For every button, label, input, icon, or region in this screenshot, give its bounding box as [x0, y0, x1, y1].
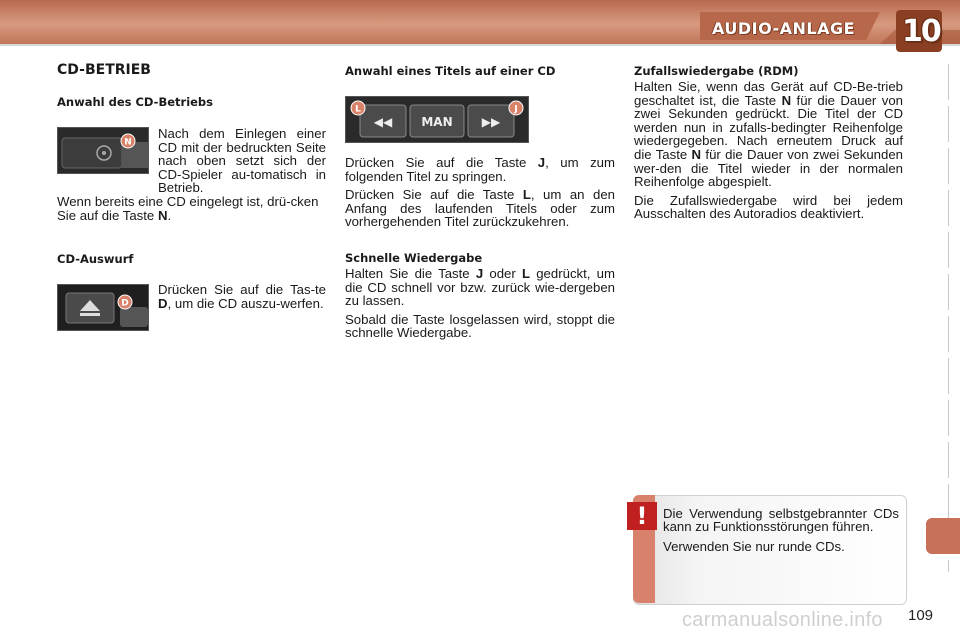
warning-text	[663, 507, 899, 553]
subheading-track-select: Anwahl eines Titels auf einer CD	[345, 64, 556, 78]
key-l: L	[522, 187, 531, 203]
subheading-fast-play: Schnelle Wiedergabe	[345, 251, 483, 265]
cd-mode-button-icon	[58, 128, 148, 173]
side-tab-active[interactable]	[926, 518, 960, 554]
side-tab[interactable]	[928, 190, 949, 226]
subheading-random-play: Zufallswiedergabe (RDM)	[634, 64, 799, 78]
text-run: Halten Sie, wenn das Gerät auf CD-Be-trieb geschaltet ist, die Taste	[634, 79, 903, 108]
text-cd-already-inserted	[57, 195, 327, 222]
watermark: carmanualsonline.info	[682, 609, 883, 631]
paragraph: Nach dem Einlegen einer CD mit der bedruckten Seite nach oben setzt sich der CD-Spieler au-tomatisch in Betrieb.	[158, 126, 326, 196]
track-control-panel	[346, 97, 528, 142]
page-number: 109	[908, 607, 934, 624]
paragraph	[345, 156, 615, 183]
paragraph: Verwenden Sie nur runde CDs.	[663, 538, 845, 554]
man-button-label: MAN	[421, 115, 453, 129]
button-j-label: J	[514, 104, 518, 115]
text-run: gedrückt, um die CD schnell vor bzw. zurück wie-dergeben zu lassen.	[345, 266, 615, 309]
side-tab[interactable]	[928, 316, 949, 352]
prev-track-icon: ◀◀	[373, 115, 393, 129]
paragraph: Sobald die Taste losgelassen wird, stoppt die schnelle Wiedergabe.	[345, 311, 615, 341]
text-track-select	[345, 156, 615, 229]
side-tab[interactable]	[928, 358, 949, 394]
side-tab[interactable]	[928, 232, 949, 268]
side-tab[interactable]	[928, 484, 949, 520]
section-heading: CD-BETRIEB	[57, 62, 151, 78]
chapter-title: AUDIO-ANLAGE	[712, 19, 856, 38]
text-cd-eject	[158, 283, 326, 310]
side-tab[interactable]	[928, 148, 949, 184]
button-l-label: L	[355, 104, 361, 115]
side-tab[interactable]	[928, 64, 949, 100]
text-run: Drücken Sie auf die Taste	[345, 155, 538, 170]
text-run: , um an den Anfang des laufenden Titels oder zum vorhergehenden Titel zurückzukehren.	[345, 187, 615, 230]
text-run: , um zum folgenden Titel zu springen.	[345, 155, 615, 184]
key-j: J	[475, 266, 484, 281]
text-run: Halten Sie die Taste	[345, 266, 476, 281]
text-run: für die Dauer von zwei Sekunden wer-den die Titel wieder in der normalen Reihenfolge abgespielt.	[634, 146, 903, 190]
text-run: Drücken Sie auf die Taste	[345, 187, 523, 203]
key-l: L	[521, 266, 531, 281]
text-run: , um die CD auszu-werfen.	[167, 295, 324, 311]
button-d-image	[57, 284, 149, 331]
page-header	[0, 0, 960, 52]
paragraph	[158, 283, 326, 310]
text-fast-play	[345, 267, 615, 340]
text-cd-insert	[158, 127, 326, 195]
button-d-label: D	[121, 298, 129, 309]
paragraph: Die Verwendung selbstgebrannter CDs kann zu Funktionsstörungen führen.	[663, 506, 899, 535]
next-track-icon: ▶▶	[481, 115, 501, 129]
button-n-image	[57, 127, 149, 174]
text-random-play	[634, 80, 903, 221]
eject-button-icon	[58, 285, 148, 330]
paragraph	[57, 195, 327, 222]
key-j: J	[537, 155, 546, 170]
subheading-cd-eject: CD-Auswurf	[57, 252, 134, 266]
key-n: N	[781, 92, 792, 108]
paragraph	[345, 267, 615, 308]
side-tab[interactable]	[928, 442, 949, 478]
text-run: .	[167, 207, 172, 223]
key-n: N	[157, 207, 168, 223]
button-n-label: N	[124, 137, 132, 148]
side-tab[interactable]	[928, 560, 949, 572]
key-d: D	[158, 295, 168, 311]
text-run: Drücken Sie auf die Tas-te	[158, 282, 326, 297]
side-tab[interactable]	[928, 400, 949, 436]
warning-icon: !	[627, 502, 657, 530]
track-buttons-image	[345, 96, 529, 143]
side-tab[interactable]	[928, 274, 949, 310]
text-run: oder	[483, 266, 522, 281]
chapter-number: 10	[902, 14, 940, 49]
paragraph: Die Zufallswiedergabe wird bei jedem Ausschalten des Autoradios deaktiviert.	[634, 192, 903, 222]
side-tab[interactable]	[928, 106, 949, 142]
subheading-cd-select: Anwahl des CD-Betriebs	[57, 95, 214, 109]
key-n: N	[691, 146, 702, 162]
text-run: Wenn bereits eine CD eingelegt ist, drü-cken Sie auf die Taste	[57, 194, 319, 223]
paragraph	[634, 80, 903, 189]
paragraph	[345, 188, 615, 229]
text-run: für die Dauer von zwei Sekunden gedrückt. Die Titel der CD werden nun in zufalls-bedingter Reihenfolge wiedergegeben. Nach erneutem Druck auf die Taste	[634, 92, 903, 162]
